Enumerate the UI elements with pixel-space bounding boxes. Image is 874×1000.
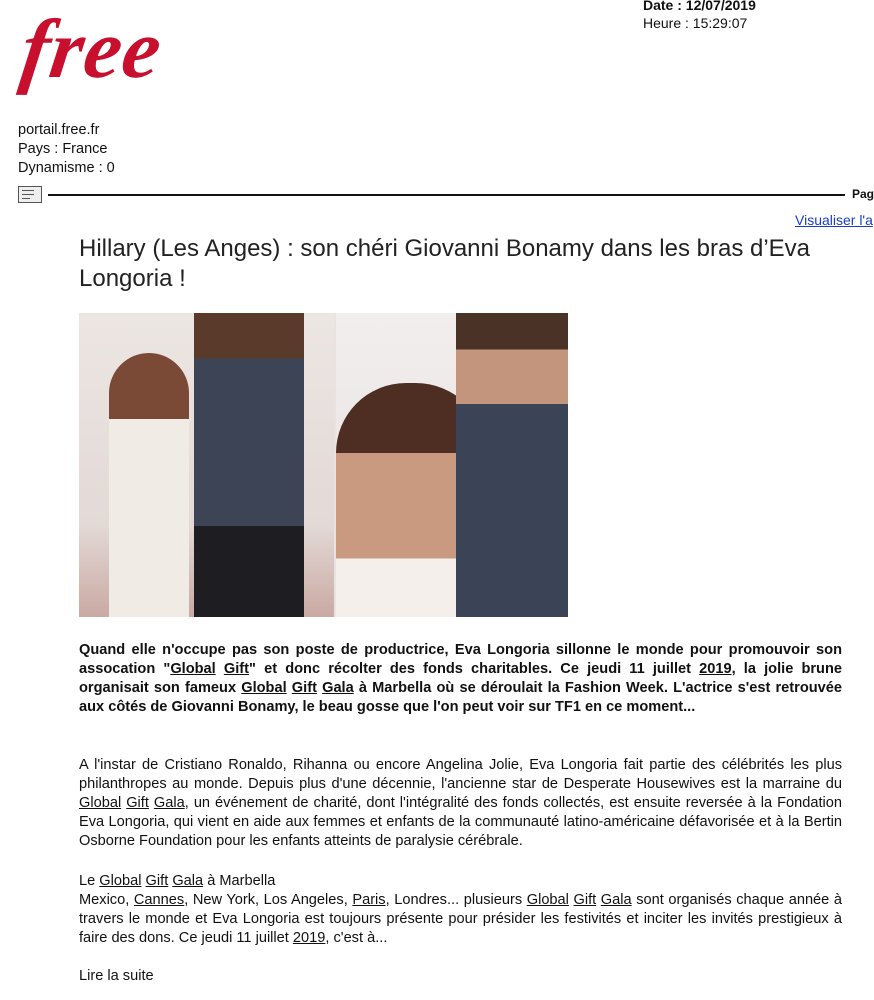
text-segment: A l'instar de Cristiano Ronaldo, Rihanna ou encore Angelina Jolie, Eva Longoria fait partie des célébrités les plus philanthropes au monde. Depuis plus d'une décennie, l'ancienne star de Desperate Housewives est la marraine du [79,757,842,792]
free-logo: free [15,3,168,96]
keyword-link[interactable]: Gala [600,892,632,908]
text-segment [216,661,224,677]
date-text: Date : 12/07/2019 [643,0,756,13]
keyword-link[interactable]: Global [170,661,216,677]
keyword-link[interactable]: Cannes [133,892,185,908]
article-lead [79,641,842,717]
text-segment: à Marbella où se déroulait la Fashion Week. L'actrice s'est retrouvée aux côtés de Giovanni Bonamy, le beau gosse que l'on peut voir sur TF1 en ce moment... [79,680,843,715]
date-time-block [643,0,756,32]
text-segment: Mexico, [79,892,134,908]
article-paragraph [79,872,842,948]
text-segment: Le [79,873,100,889]
text-segment: , un événement de charité, dont l'intégralité des fonds collectés, est ensuite reversée à la Fondation Eva Longoria, qui vient en aide aux femmes et enfants de la communauté latino-américaine défavorisée et à la Bertin Osborne Foundation pour les enfants atteints de paralysie cérébrale. [79,795,842,849]
divider [48,194,845,196]
keyword-link[interactable]: Gala [153,795,185,811]
keyword-link[interactable]: Gift [145,873,169,889]
keyword-link[interactable]: 2019 [292,930,326,946]
view-article-link[interactable]: Visualiser l'a [795,212,873,228]
dynamism-text: Dynamisme : 0 [18,160,115,176]
time-text: Heure : 15:29:07 [643,15,748,31]
source-info [18,121,115,178]
keyword-link[interactable]: Global [79,795,122,811]
country-text: Pays : France [18,141,108,157]
keyword-link[interactable]: Global [241,680,287,696]
text-segment: , c'est à... [325,930,388,946]
keyword-link[interactable]: 2019 [699,661,732,677]
text-segment: " et donc récolter des fonds charitables. Ce jeudi 11 juillet [249,661,700,677]
keyword-link[interactable]: Gift [573,892,597,908]
text-segment: à Marbella [203,873,276,889]
keyword-link[interactable]: Global [99,873,142,889]
read-more-link[interactable]: Lire la suite [79,968,154,984]
text-segment: sont organisés chaque année à travers le monde et Eva Longoria est toujours présente pour présider les festivités et inciter les invités prestigieux à faire des dons. Ce jeudi 11 juillet [79,892,842,946]
keyword-link[interactable]: Gift [223,661,250,677]
keyword-link[interactable]: Gala [172,873,204,889]
keyword-link[interactable]: Paris [352,892,386,908]
article-title: Hillary (Les Anges) : son chéri Giovanni Bonamy dans les bras d’Eva Longoria ! [79,235,811,292]
text-segment: , New York, Los Angeles, [184,892,353,908]
article-photo [79,313,568,617]
keyword-link[interactable]: Global [526,892,569,908]
text-segment: , Londres... plusieurs [385,892,527,908]
source-text: portail.free.fr [18,122,100,138]
keyword-link[interactable]: Gift [291,680,317,696]
keyword-link[interactable]: Gift [126,795,149,811]
keyword-link[interactable]: Gala [322,680,354,696]
page-label: Pag [852,187,874,201]
text-segment: Quand elle n'occupe pas son poste de productrice, Eva Longoria sillonne le monde pour promouvoir son assocation " [79,642,842,677]
text-segment: , la jolie brune organisait son fameux [79,661,843,696]
article-paragraph [79,756,842,851]
document-icon [18,186,42,203]
